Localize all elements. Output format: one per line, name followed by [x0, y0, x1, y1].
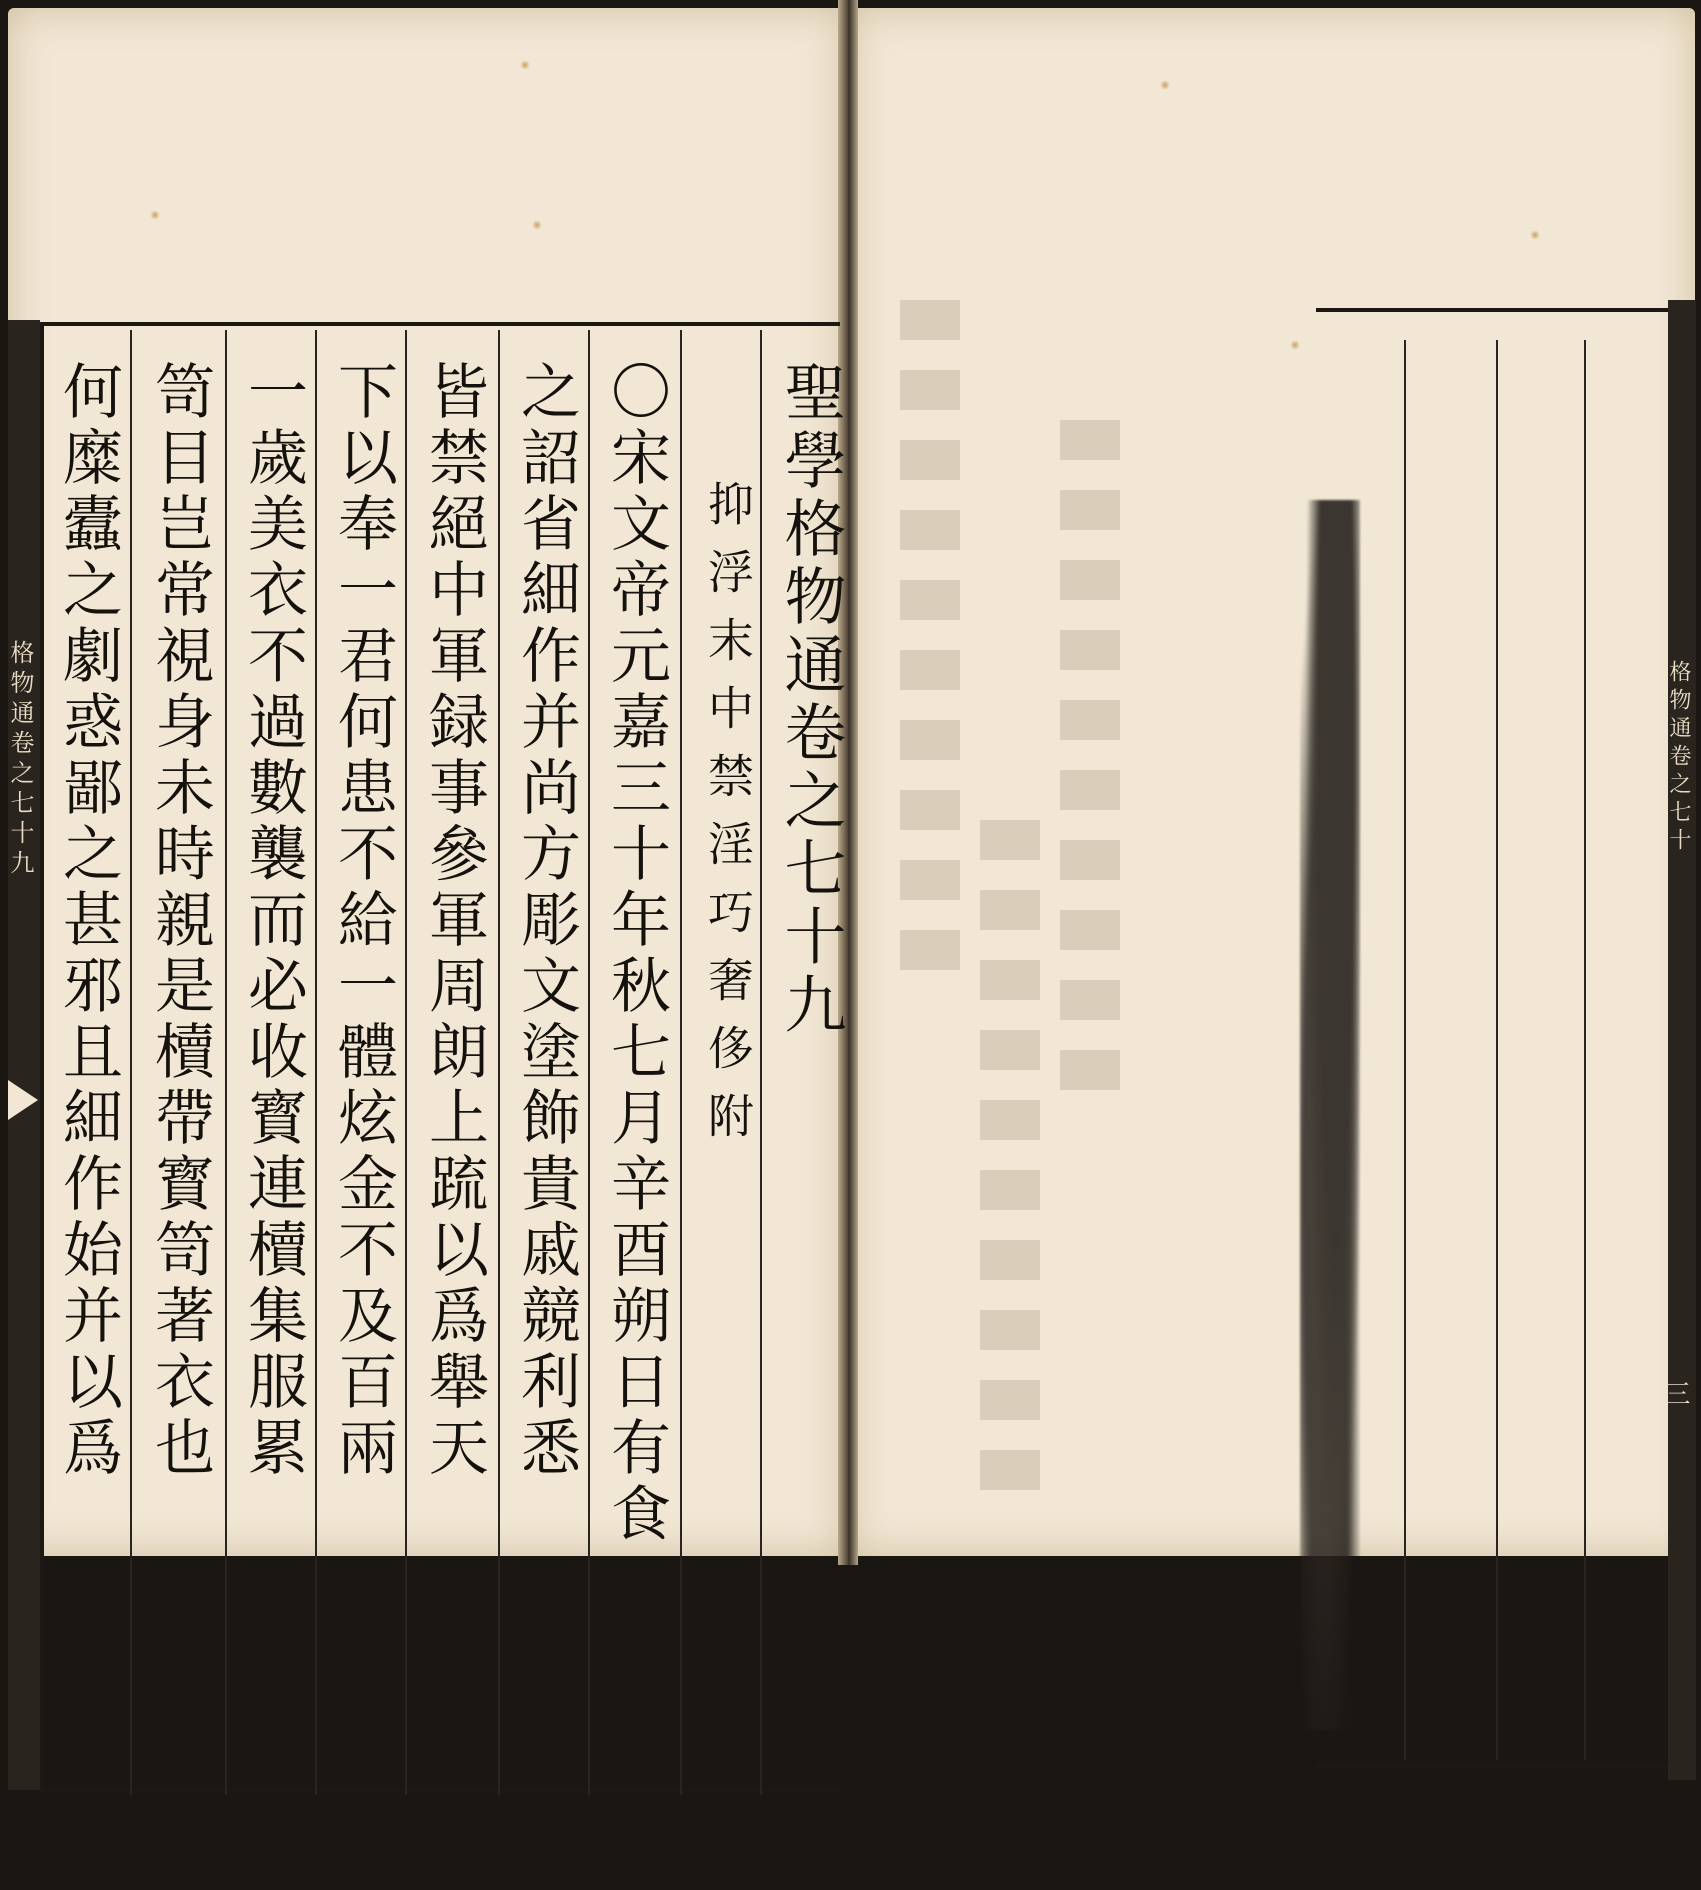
- text-column-1: 〇宋文帝元嘉三十年秋七月辛酉朔日有食: [601, 360, 671, 1548]
- left-margin-label: 格物通卷之七十九: [6, 640, 34, 880]
- text-column-4: 下以奉一君何患不給一體炫金不及百兩: [328, 360, 398, 1482]
- bleed-through-text: [980, 820, 1040, 1520]
- paper-stain: [1160, 80, 1170, 90]
- column-rule: [405, 330, 407, 1795]
- section-subtitle: 抑浮末中禁淫巧奢侈附: [701, 480, 755, 1160]
- paper-stain: [1290, 340, 1300, 350]
- column-rule: [1584, 340, 1586, 1760]
- column-rule: [225, 330, 227, 1795]
- column-rule: [315, 330, 317, 1795]
- text-column-3: 皆禁絕中軍録事參軍周朗上䟽以爲舉天: [419, 360, 489, 1482]
- bleed-through-text: [900, 300, 960, 1000]
- text-column-6: 笥目岂常視身未時親是櫝帶寳笥著衣也: [145, 360, 215, 1482]
- right-margin-label: 格物通卷之七十: [1666, 660, 1691, 856]
- column-rule: [1496, 340, 1498, 1760]
- column-rule: [1404, 340, 1406, 1760]
- bleed-through-text: [1060, 420, 1120, 1120]
- text-block: [30, 330, 847, 1795]
- paper-stain: [1530, 230, 1540, 240]
- text-column-2: 之詔省細作并尚方彫文塗飾貴戚競利悉: [511, 360, 581, 1482]
- paper-stain: [532, 220, 542, 230]
- column-rule: [588, 330, 590, 1795]
- ink-smudge: [1300, 500, 1360, 1730]
- paper-stain: [150, 210, 160, 220]
- text-column-7: 何糜蠹之劇惑鄙之甚邪且細作始并以爲: [53, 360, 123, 1482]
- right-page-frame: [1316, 308, 1696, 1768]
- text-column-5: 一歲美衣不過數襲而必收寳連櫝集服累: [238, 360, 308, 1482]
- volume-title: 聖學格物通卷之七十九: [774, 360, 847, 1040]
- right-margin-page-number: 三: [1660, 1380, 1690, 1406]
- column-rule: [498, 330, 500, 1795]
- column-rule: [680, 330, 682, 1795]
- paper-stain: [520, 60, 530, 70]
- column-rule: [130, 330, 132, 1795]
